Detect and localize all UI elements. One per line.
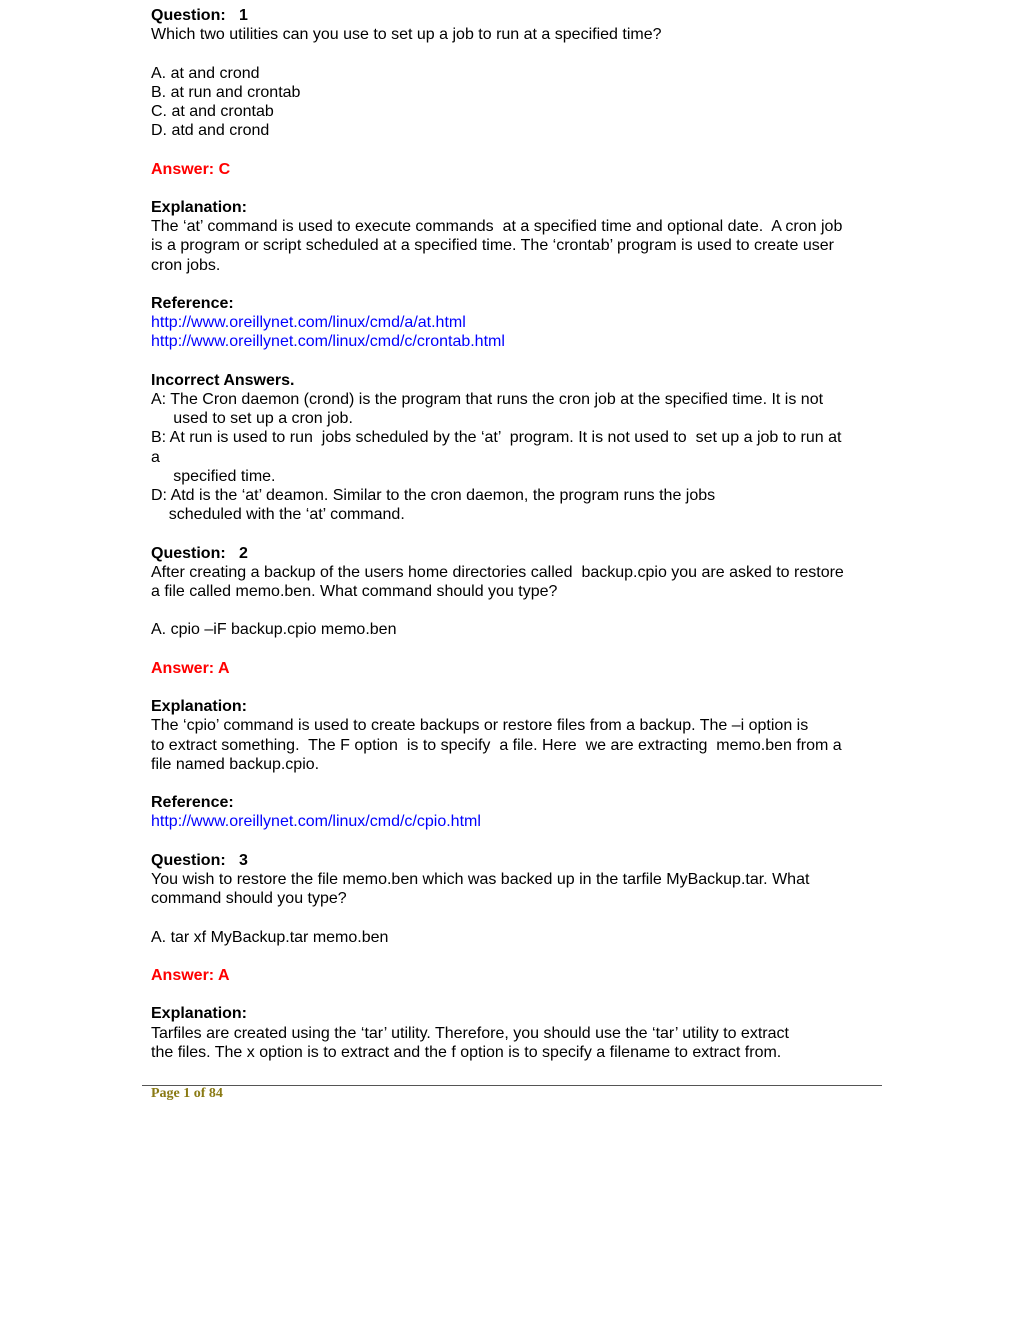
q3-answer: Answer: A xyxy=(151,966,230,984)
page-number: Page 1 of 84 xyxy=(151,1086,223,1101)
spacer xyxy=(151,774,881,793)
q1-option-c: C. at and crontab xyxy=(151,103,274,120)
q1-reference-link-crontab[interactable]: http://www.oreillynet.com/linux/cmd/c/crontab.html xyxy=(151,333,505,351)
spacer xyxy=(151,640,881,659)
spacer xyxy=(151,947,881,966)
spacer xyxy=(151,44,881,63)
q2-reference-heading: Reference: xyxy=(151,794,234,812)
question-3-heading: Question: 3 xyxy=(151,851,248,869)
question-1-text: Which two utilities can you use to set up a job to run at a specified time? xyxy=(151,26,662,44)
q2-answer: Answer: A xyxy=(151,659,230,677)
q1-option-b: B. at run and crontab xyxy=(151,83,301,101)
q2-explanation-heading: Explanation: xyxy=(151,698,248,716)
q1-answer: Answer: C xyxy=(151,160,231,178)
q1-explanation-heading: Explanation: xyxy=(151,198,248,216)
q1-reference-link-at[interactable]: http://www.oreillynet.com/linux/cmd/a/at.html xyxy=(151,314,466,332)
spacer xyxy=(151,908,881,927)
q1-incorrect-line: B: At run is used to run jobs scheduled by the ‘at’ program. It is not used to set up a job to run at xyxy=(151,429,842,447)
footer-divider xyxy=(142,1085,882,1086)
spacer xyxy=(151,832,881,851)
document-page xyxy=(151,6,881,1062)
q1-incorrect-line: a xyxy=(151,448,160,466)
q3-explanation-line: the files. The x option is to extract and the f option is to specify a filename to extract from. xyxy=(151,1043,782,1061)
q1-option-d: D. atd and crond xyxy=(151,122,270,140)
q1-incorrect-line: A: The Cron daemon (crond) is the program that runs the cron job at the specified time. It is not xyxy=(151,390,824,408)
q2-option-a: A. cpio –iF backup.cpio memo.ben xyxy=(151,621,397,639)
spacer xyxy=(151,678,881,697)
q1-incorrect-heading: Incorrect Answers. xyxy=(151,371,295,389)
spacer xyxy=(151,275,881,294)
q1-reference-heading: Reference: xyxy=(151,294,234,312)
question-3-text: command should you type? xyxy=(151,890,347,908)
q1-explanation-line: cron jobs. xyxy=(151,256,221,274)
q1-incorrect-line: used to set up a cron job. xyxy=(151,410,353,428)
q1-incorrect-line: specified time. xyxy=(151,467,276,485)
question-2-text: After creating a backup of the users home directories called backup.cpio you are asked to restore xyxy=(151,563,844,581)
question-2-heading: Question: 2 xyxy=(151,544,248,562)
q3-option-a: A. tar xf MyBackup.tar memo.ben xyxy=(151,928,389,946)
spacer xyxy=(151,179,881,198)
q3-explanation-heading: Explanation: xyxy=(151,1005,248,1023)
q2-explanation-line: to extract something. The F option is to specify a file. Here we are extracting memo.ben from a xyxy=(151,736,842,754)
spacer xyxy=(151,524,881,543)
spacer xyxy=(151,601,881,620)
question-2-text: a file called memo.ben. What command should you type? xyxy=(151,583,558,600)
q1-explanation-line: is a program or script scheduled at a specified time. The ‘crontab’ program is used to create user xyxy=(151,237,834,255)
q2-explanation-line: The ‘cpio’ command is used to create backups or restore files from a backup. The –i option is xyxy=(151,717,809,735)
spacer xyxy=(151,140,881,159)
q1-explanation-line: The ‘at’ command is used to execute commands at a specified time and optional date. A cron job xyxy=(151,218,843,236)
q3-explanation-line: Tarfiles are created using the ‘tar’ utility. Therefore, you should use the ‘tar’ utility to extract xyxy=(151,1024,789,1042)
q1-incorrect-line: scheduled with the ‘at’ command. xyxy=(151,506,405,524)
q1-option-a: A. at and crond xyxy=(151,64,260,82)
q1-incorrect-line: D: Atd is the ‘at’ deamon. Similar to the cron daemon, the program runs the jobs xyxy=(151,487,716,504)
question-3-text: You wish to restore the file memo.ben which was backed up in the tarfile MyBackup.tar. What xyxy=(151,870,810,888)
q2-explanation-line: file named backup.cpio. xyxy=(151,755,320,773)
question-1-heading: Question: 1 xyxy=(151,7,248,24)
spacer xyxy=(151,352,881,371)
q2-reference-link-cpio[interactable]: http://www.oreillynet.com/linux/cmd/c/cpio.html xyxy=(151,813,481,831)
spacer xyxy=(151,985,881,1004)
